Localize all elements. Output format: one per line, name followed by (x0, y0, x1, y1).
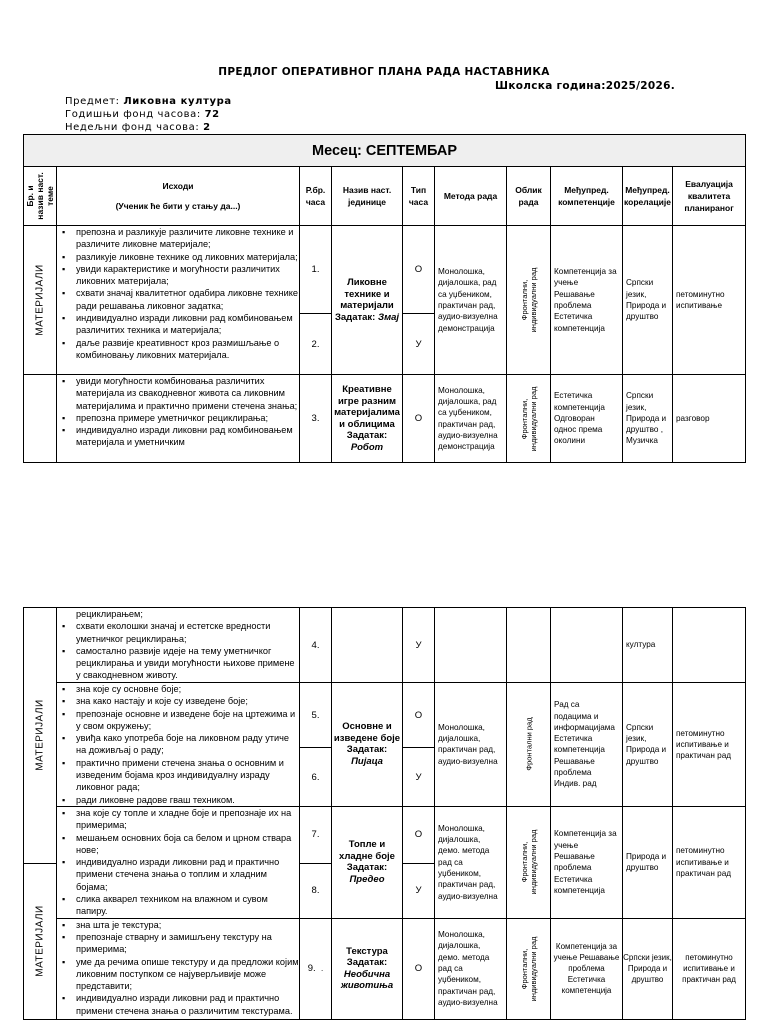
outcome-item: ▪ препозна примере уметничког рециклирања; (76, 412, 299, 424)
unit-cell (332, 608, 403, 683)
competences-cell: Естетичка компетенција Одговоран однос према околини (551, 375, 623, 463)
correlation-cell: Српски језик, Природа и друштво (623, 683, 673, 807)
lesson-number-cell (300, 918, 332, 1019)
header-topic (24, 167, 57, 226)
outcomes-list (57, 807, 299, 918)
header-type: Тип часа (403, 167, 435, 226)
form-cell (507, 375, 551, 463)
topic-name: МАТЕРИЈАЛИ (34, 905, 46, 978)
form-text: Фронтални, индивидуални рад (519, 267, 538, 333)
unit-cell (332, 806, 403, 918)
outcome-item: ▪ препознаје основне и изведене боје на цртежима и у свом окружењу; (76, 708, 299, 733)
outcome-item: ▪ даље развије креативност кроз размишљање о комбиновању ликовних материјала. (76, 337, 299, 362)
evaluation-cell: петоминутно испитивање и практичан рад (673, 806, 746, 918)
lesson-number: 5. (300, 683, 332, 748)
evaluation-cell: петоминутно испитивање (673, 226, 746, 375)
annual-label: Годишњи фонд часова: (65, 109, 205, 120)
topic-cell (24, 226, 57, 375)
outcomes-cell (57, 226, 300, 375)
form-cell (507, 608, 551, 683)
method-cell: Монолошка, дијалошка, практичан рад, аудио-визуелна (435, 683, 507, 807)
annual-value: 72 (204, 109, 220, 120)
topic-cell (24, 608, 57, 864)
outcome-item: ▪ ради ликовне радове гваш техником. (76, 794, 299, 806)
subject-value: Ликовна култура (123, 96, 232, 107)
topic-cell-empty (24, 375, 57, 463)
competences-cell: Компетенција за учење Решавање проблема Естетичка компетенција (551, 806, 623, 918)
outcome-item: ▪ уме да речима опише текстуру и да предложи којим ликовним поступком се најуверљивије може представити; (76, 956, 299, 993)
form-cell (507, 806, 551, 918)
unit-cell (332, 918, 403, 1019)
lesson-number: 1. (300, 226, 332, 314)
outcomes-list (57, 683, 299, 806)
lesson-number: 3. (300, 375, 332, 463)
lesson-number: 4. (300, 608, 332, 683)
lesson-type: У (403, 863, 435, 918)
task-name: Необична животиња (340, 968, 394, 992)
correlation-cell: Српски језик, Природа и друштво , Музичка (623, 375, 673, 463)
lesson-type: О (403, 226, 435, 314)
document-title: ПРЕДЛОГ ОПЕРАТИВНОГ ПЛАНА РАДА НАСТАВНИКА (218, 66, 550, 78)
evaluation-cell: петоминутно испитивање и практичан рад (673, 683, 746, 807)
annual-line (65, 109, 220, 120)
outcome-item: ▪ слика акварел техником на влажном и сувом папиру. (76, 893, 299, 918)
lesson-number: 2. (300, 314, 332, 375)
lesson-type: У (403, 314, 435, 375)
school-year: Школска година:2025/2026. (495, 80, 675, 92)
unit-name: Текстура (346, 945, 388, 957)
form-text: Фронтални, индивидуални рад (519, 386, 538, 451)
weekly-line (65, 122, 211, 133)
weekly-value: 2 (203, 122, 211, 133)
evaluation-cell: разговор (673, 375, 746, 463)
outcomes-cell (57, 806, 300, 918)
unit-name: Креативне игре разним материјалима и облицима (334, 384, 400, 430)
form-text: Фронтални рад (524, 717, 533, 772)
header-correlation: Међупред. корелације (623, 167, 673, 226)
outcomes-list (57, 919, 299, 1017)
header-topic-text: Бр. и назив наст. теме (25, 172, 55, 220)
method-cell: Монолошка, дијалошка, рад са уџбеником, практичан рад, аудио-визуелна демонстрација (435, 226, 507, 375)
subject-line (65, 96, 232, 107)
lesson-type: У (403, 748, 435, 807)
unit-cell (332, 683, 403, 807)
lesson-number: 8. (300, 863, 332, 918)
correlation-cell: Природа и друштво (623, 806, 673, 918)
task-name: Предео (349, 873, 385, 885)
correlation-cell: Српски језик, Природа и друштво (623, 226, 673, 375)
outcome-continued: рециклирањем; (76, 609, 143, 619)
header-competences: Међупред. компетенције (551, 167, 623, 226)
outcome-item: ▪ схвати еколошки значај и естетске вредности уметничког рециклирања; (76, 620, 299, 645)
outcome-item: ▪ индивидуално изради ликовни рад комбиновањем различитих техника и материјала; (76, 312, 299, 337)
task-label: Задатак: (346, 957, 388, 969)
correlation-cell: Српски језик, Природа и друштво (623, 918, 673, 1019)
competences-cell: Компетенција за учење Решавање проблема Естетичка компетенција (551, 226, 623, 375)
lesson-number: 7. (300, 806, 332, 863)
form-cell (507, 918, 551, 1019)
plan-table-page1 (23, 134, 746, 463)
lesson-type: О (403, 806, 435, 863)
lesson-type: У (403, 608, 435, 683)
outcome-item: ▪ увиди карактеристике и могућности различитих ликовних материјала; (76, 263, 299, 288)
lesson-type: О (403, 918, 435, 1019)
lesson-number: 6. (300, 748, 332, 807)
topic-cell (24, 863, 57, 1019)
unit-name: Ликовне технике и материјали (340, 277, 394, 311)
competences-cell: Компетенција за учење Решавање проблема Естетичка компетенција (551, 918, 623, 1019)
lesson-number-extra: . (320, 964, 324, 974)
outcome-item: ▪ индивидуално изради ликовни рад и практично примени стечена знања о топлим и хладним бојама; (76, 856, 299, 893)
plan-table-page2 (23, 607, 746, 1020)
form-cell (507, 226, 551, 375)
competences-cell (551, 608, 623, 683)
header-lesson-no: Р.бр. часа (300, 167, 332, 226)
header-method: Метода рада (435, 167, 507, 226)
form-cell (507, 683, 551, 807)
header-outcomes (57, 167, 300, 226)
month-header: Месец: СЕПТЕМБАР (24, 135, 746, 167)
unit-cell (332, 375, 403, 463)
method-cell: Монолошка, дијалошка, рад са уџбеником, практичан рад, аудио-визуелна демонстрација (435, 375, 507, 463)
outcomes-cell (57, 375, 300, 463)
outcomes-cell (57, 683, 300, 807)
outcomes-list (57, 375, 299, 449)
outcome-item: ▪ практично примени стечена знања о основним и изведеним бојама кроз индивидуалну израду ликовног рада; (76, 757, 299, 794)
task-label: Задатак: (334, 311, 378, 323)
outcomes-list (57, 226, 299, 361)
header-outcomes-title: Исходи (162, 181, 194, 191)
method-cell: Монолошка, дијалошка, демо. метода рад са уџбеником, практичан рад, аудио-визуелна (435, 806, 507, 918)
outcome-item: ▪ увиђа како употреба боје на ликовном раду утиче на доживљај о раду; (76, 732, 299, 757)
task-name: Робот (350, 441, 384, 453)
form-text: Фронтални, индивидуални рад (519, 829, 538, 895)
correlation-cell: култура (623, 608, 673, 683)
outcome-item: ▪ увиди могућности комбиновања различитих материјала из свакодневног живота са ликовним материјалима и практично примени стечена знања; (76, 375, 299, 412)
weekly-label: Недељни фонд часова: (65, 122, 204, 133)
outcome-item: ▪ зна како настају и које су изведене боје; (76, 695, 299, 707)
competences-cell: Рад са подацима и информацијама Естетичка компетенција Решавање проблема Индив. рад (551, 683, 623, 807)
unit-cell (332, 226, 403, 375)
outcome-item: ▪ индивидуално изради ликовни рад комбиновањем материјала и уметничким (76, 424, 299, 449)
evaluation-cell: петоминутно испитивање и практичан рад (673, 918, 746, 1019)
outcome-item: ▪ зна које су топле и хладне боје и препознаје их на примерима; (76, 807, 299, 832)
method-cell: Монолошка, дијалошка, демо. метода рад са уџбеником, практичан рад, аудио-визуелна (435, 918, 507, 1019)
outcome-item: ▪ препозна и разликује различите ликовне технике и различите ликовне материјале; (76, 226, 299, 251)
header-evaluation: Евалуација квалитета планираног (673, 167, 746, 226)
task-label: Задатак: (346, 430, 388, 441)
lesson-number: 9. (307, 963, 316, 975)
outcomes-list (57, 620, 299, 681)
outcome-item: ▪ мешањем основних боја са белом и црном ствара нове; (76, 832, 299, 857)
outcome-item: ▪ зна шта је текстура; (76, 919, 299, 931)
task-label: Задатак: (346, 744, 388, 756)
header-unit: Назив наст. јединице (332, 167, 403, 226)
header-outcomes-sub: (Ученик ће бити у стању да...) (115, 201, 241, 211)
header-form: Облик рада (507, 167, 551, 226)
task-name: Пијаца (351, 755, 383, 767)
outcomes-cell (57, 918, 300, 1019)
outcomes-cell (57, 608, 300, 683)
unit-name: Топле и хладне боје (339, 839, 395, 862)
topic-name: МАТЕРИЈАЛИ (34, 699, 46, 772)
topic-name: МАТЕРИЈАЛИ (34, 264, 46, 336)
outcome-item: ▪ препознаје стварну и замишљену текстуру на примерима; (76, 931, 299, 956)
outcome-item: ▪ схвати значај квалитетног одабира ликовне технике ради решавања ликовног задатка; (76, 287, 299, 312)
task-name: Змај (377, 311, 400, 323)
outcome-item: ▪ зна које су основне боје; (76, 683, 299, 695)
evaluation-cell (673, 608, 746, 683)
lesson-type: О (403, 683, 435, 748)
outcome-item: ▪ самостално развије идеје на тему уметничког рециклирања и увиди могућности њихове примене у свакодневном животу. (76, 645, 299, 682)
outcome-item: ▪ разликује ликовне технике од ликовних материјала; (76, 251, 299, 263)
form-text: Фронтални, индивидуални рад (519, 936, 538, 1002)
outcome-item: ▪ индивидуално изради ликовни рад и практично примени стечена знања о различитим текстурама. (76, 992, 299, 1017)
lesson-type: О (403, 375, 435, 463)
method-cell (435, 608, 507, 683)
subject-label: Предмет: (65, 96, 124, 107)
task-label: Задатак: (346, 862, 388, 874)
unit-name: Основне и изведене боје (333, 721, 401, 744)
